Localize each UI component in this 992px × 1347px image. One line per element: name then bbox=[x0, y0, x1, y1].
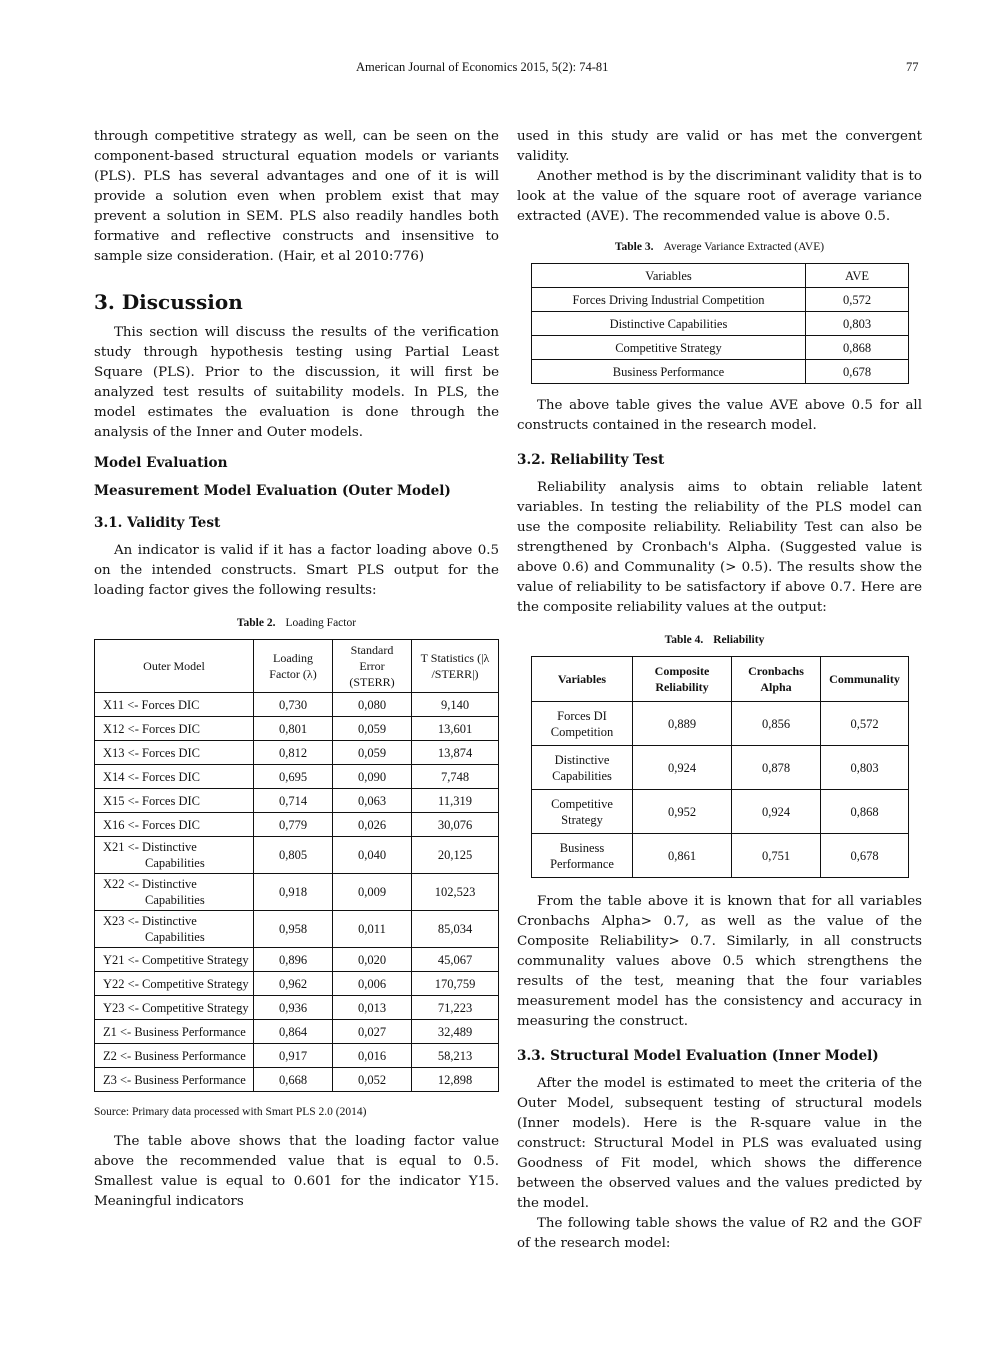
right-column bbox=[517, 127, 922, 1254]
cell-ave: 0,803 bbox=[806, 312, 909, 336]
cell-sterr: 0,090 bbox=[333, 765, 412, 789]
cell-indicator bbox=[95, 911, 254, 948]
cell-ave: 0,678 bbox=[806, 360, 909, 384]
table-row bbox=[95, 813, 499, 837]
cell-cronbachs-alpha: 0,878 bbox=[732, 746, 821, 790]
cell-sterr: 0,080 bbox=[333, 693, 412, 717]
cell-loading: 0,917 bbox=[254, 1044, 333, 1068]
paragraph-validity: An indicator is valid if it has a factor loading above 0.5 on the intended constructs. Smart PLS output for the loading factor gives the following results: bbox=[94, 543, 499, 598]
table-row bbox=[95, 874, 499, 911]
cell-indicator: X11 <- Forces DIC bbox=[95, 693, 254, 717]
cell-sterr: 0,063 bbox=[333, 789, 412, 813]
table-row bbox=[532, 360, 909, 384]
cell-t: 170,759 bbox=[412, 972, 499, 996]
cell-t: 102,523 bbox=[412, 874, 499, 911]
table-row bbox=[95, 1044, 499, 1068]
paragraph-intro: through competitive strategy as well, can be seen on the component-based structural equation models or variants (PLS). PLS has several advantages and one of it is will provide a solution even when problem exist that may prevent a solution in SEM. PLS also readily handles both formative and reflective constructs and insensitive to sample size consideration. (Hair, et al 2010:776) bbox=[94, 129, 499, 264]
cell-t: 9,140 bbox=[412, 693, 499, 717]
table4-caption bbox=[517, 632, 922, 648]
table-ave bbox=[531, 263, 909, 384]
col-standard-error: Standard Error (STERR) bbox=[333, 640, 412, 693]
col-composite-reliability: Composite Reliability bbox=[633, 657, 732, 702]
cell-variable: Competitive Strategy bbox=[532, 790, 633, 834]
cell-ave: 0,868 bbox=[806, 336, 909, 360]
table-row bbox=[532, 288, 909, 312]
cell-t: 7,748 bbox=[412, 765, 499, 789]
cell-loading: 0,962 bbox=[254, 972, 333, 996]
paragraph-after-table4: From the table above it is known that for all variables Cronbachs Alpha> 0.7, as well as the value of the Composite Reliability> 0.7. Similarly, in all constructs communality values above 0.5 which strengthens the results of the test, meaning that the four variables measurement model has the consistency and accuracy in measuring the construct. bbox=[517, 894, 922, 1029]
table3-label: Table 3. bbox=[614, 241, 654, 253]
col-variables: Variables bbox=[532, 264, 806, 288]
cell-composite-reliability: 0,952 bbox=[633, 790, 732, 834]
cell-loading: 0,668 bbox=[254, 1068, 333, 1092]
cell-loading: 0,695 bbox=[254, 765, 333, 789]
cell-sterr: 0,059 bbox=[333, 717, 412, 741]
cell-t: 30,076 bbox=[412, 813, 499, 837]
cell-loading: 0,812 bbox=[254, 741, 333, 765]
table-row bbox=[532, 336, 909, 360]
cell-indicator: Z3 <- Business Performance bbox=[95, 1068, 254, 1092]
table-header-row bbox=[95, 640, 499, 693]
cell-t: 85,034 bbox=[412, 911, 499, 948]
cell-sterr: 0,040 bbox=[333, 837, 412, 874]
paragraph-structural: After the model is estimated to meet the criteria of the Outer Model, subsequent testing of structural models (Inner models). Here is the R-square value in the construct: Structural Model in PLS was evaluated using Goodness of Fit model, which shows the difference between the observed values and the values predicted by the model. bbox=[517, 1076, 922, 1211]
cell-sterr: 0,052 bbox=[333, 1068, 412, 1092]
cell-indicator: X15 <- Forces DIC bbox=[95, 789, 254, 813]
cell-variable: Distinctive Capabilities bbox=[532, 312, 806, 336]
col-outer-model: Outer Model bbox=[95, 640, 254, 693]
indicator-text-cont: Capabilities bbox=[145, 856, 205, 870]
cell-indicator: Y21 <- Competitive Strategy bbox=[95, 948, 254, 972]
cell-loading: 0,714 bbox=[254, 789, 333, 813]
table-row bbox=[95, 789, 499, 813]
cell-t: 71,223 bbox=[412, 996, 499, 1020]
indicator-text-cont: Capabilities bbox=[145, 930, 205, 944]
heading-model-evaluation: Model Evaluation bbox=[94, 455, 228, 471]
table-row bbox=[95, 996, 499, 1020]
cell-loading: 0,896 bbox=[254, 948, 333, 972]
cell-variable: Forces Driving Industrial Competition bbox=[532, 288, 806, 312]
cell-t: 58,213 bbox=[412, 1044, 499, 1068]
cell-loading: 0,730 bbox=[254, 693, 333, 717]
paragraph-reliability: Reliability analysis aims to obtain reliable latent variables. In testing the reliability of the PLS model can use the composite reliability. Reliability Test can also be strengthened by Cronbach's Alpha. (Suggested value is above 0.6) and Communality (> 0.5). The results show the value of reliability to be satisfactory if above 0.7. Here are the composite reliability values at the output: bbox=[517, 480, 922, 615]
table-row bbox=[95, 741, 499, 765]
cell-variable: Distinctive Capabilities bbox=[532, 746, 633, 790]
col-variables: Variables bbox=[532, 657, 633, 702]
table-header-row bbox=[532, 657, 909, 702]
paragraph-continued: used in this study are valid or has met the convergent validity. bbox=[517, 129, 922, 164]
cell-indicator: X12 <- Forces DIC bbox=[95, 717, 254, 741]
cell-indicator: Z1 <- Business Performance bbox=[95, 1020, 254, 1044]
table-row bbox=[532, 702, 909, 746]
cell-communality: 0,678 bbox=[821, 834, 909, 878]
cell-t: 11,319 bbox=[412, 789, 499, 813]
cell-indicator bbox=[95, 874, 254, 911]
cell-sterr: 0,006 bbox=[333, 972, 412, 996]
paragraph-following-table: The following table shows the value of R2 and the GOF of the research model: bbox=[517, 1216, 922, 1251]
cell-cronbachs-alpha: 0,751 bbox=[732, 834, 821, 878]
table4-label: Table 4. bbox=[664, 634, 704, 646]
table4-title: Reliability bbox=[713, 634, 765, 646]
table-row bbox=[532, 834, 909, 878]
cell-composite-reliability: 0,861 bbox=[633, 834, 732, 878]
cell-loading: 0,936 bbox=[254, 996, 333, 1020]
paragraph-after-table3: The above table gives the value AVE above 0.5 for all constructs contained in the research model. bbox=[517, 398, 922, 433]
heading-structural-model: 3.3. Structural Model Evaluation (Inner Model) bbox=[517, 1048, 879, 1064]
cell-loading: 0,779 bbox=[254, 813, 333, 837]
indicator-text-cont: Capabilities bbox=[145, 893, 205, 907]
table-header-row bbox=[532, 264, 909, 288]
table-loading-factor bbox=[94, 639, 499, 1092]
cell-t: 32,489 bbox=[412, 1020, 499, 1044]
cell-sterr: 0,026 bbox=[333, 813, 412, 837]
cell-loading: 0,805 bbox=[254, 837, 333, 874]
running-head: American Journal of Economics 2015, 5(2): 74-81 bbox=[356, 60, 609, 74]
cell-loading: 0,958 bbox=[254, 911, 333, 948]
col-loading-factor: Loading Factor (λ) bbox=[254, 640, 333, 693]
cell-indicator: X13 <- Forces DIC bbox=[95, 741, 254, 765]
cell-indicator bbox=[95, 837, 254, 874]
section-title-discussion: 3. Discussion bbox=[94, 290, 243, 314]
cell-sterr: 0,009 bbox=[333, 874, 412, 911]
cell-indicator: Z2 <- Business Performance bbox=[95, 1044, 254, 1068]
cell-sterr: 0,013 bbox=[333, 996, 412, 1020]
col-cronbachs-alpha: Cronbachs Alpha bbox=[732, 657, 821, 702]
cell-composite-reliability: 0,924 bbox=[633, 746, 732, 790]
paragraph-discriminant: Another method is by the discriminant validity that is to look at the value of the square root of average variance extracted (AVE). The recommended value is above 0.5. bbox=[517, 169, 922, 224]
cell-cronbachs-alpha: 0,924 bbox=[732, 790, 821, 834]
cell-cronbachs-alpha: 0,856 bbox=[732, 702, 821, 746]
cell-sterr: 0,011 bbox=[333, 911, 412, 948]
indicator-text: X23 <- Distinctive bbox=[103, 914, 197, 928]
cell-ave: 0,572 bbox=[806, 288, 909, 312]
table-row bbox=[95, 911, 499, 948]
col-t-statistics: T Statistics (|λ /STERR|) bbox=[412, 640, 499, 693]
cell-sterr: 0,059 bbox=[333, 741, 412, 765]
cell-sterr: 0,020 bbox=[333, 948, 412, 972]
page-number: 77 bbox=[906, 60, 919, 74]
cell-sterr: 0,027 bbox=[333, 1020, 412, 1044]
cell-composite-reliability: 0,889 bbox=[633, 702, 732, 746]
table-reliability bbox=[531, 656, 909, 878]
table2-source-note: Source: Primary data processed with Smart PLS 2.0 (2014) bbox=[94, 1106, 367, 1118]
cell-variable: Business Performance bbox=[532, 360, 806, 384]
col-ave: AVE bbox=[806, 264, 909, 288]
table-row bbox=[95, 693, 499, 717]
table2-label: Table 2. bbox=[236, 617, 276, 629]
cell-variable: Business Performance bbox=[532, 834, 633, 878]
cell-indicator: Y22 <- Competitive Strategy bbox=[95, 972, 254, 996]
table-row bbox=[532, 790, 909, 834]
cell-communality: 0,572 bbox=[821, 702, 909, 746]
table-row bbox=[95, 837, 499, 874]
indicator-text: X21 <- Distinctive bbox=[103, 840, 197, 854]
table3-caption bbox=[517, 239, 922, 255]
table-row bbox=[95, 765, 499, 789]
cell-variable: Competitive Strategy bbox=[532, 336, 806, 360]
cell-indicator: Y23 <- Competitive Strategy bbox=[95, 996, 254, 1020]
table-row bbox=[532, 746, 909, 790]
cell-loading: 0,918 bbox=[254, 874, 333, 911]
cell-t: 45,067 bbox=[412, 948, 499, 972]
cell-t: 12,898 bbox=[412, 1068, 499, 1092]
cell-variable: Forces DI Competition bbox=[532, 702, 633, 746]
cell-t: 13,601 bbox=[412, 717, 499, 741]
cell-communality: 0,868 bbox=[821, 790, 909, 834]
cell-loading: 0,864 bbox=[254, 1020, 333, 1044]
cell-indicator: X14 <- Forces DIC bbox=[95, 765, 254, 789]
col-communality: Communality bbox=[821, 657, 909, 702]
cell-indicator: X16 <- Forces DIC bbox=[95, 813, 254, 837]
paragraph-discussion: This section will discuss the results of the verification study through hypothesis testing using Partial Least Square (PLS). Prior to the discussion, it will first be analyzed test results of suitability models. In PLS, the model estimates the evaluation is done through the analysis of the Inner and Outer models. bbox=[94, 325, 499, 440]
indicator-text: X22 <- Distinctive bbox=[103, 877, 197, 891]
cell-communality: 0,803 bbox=[821, 746, 909, 790]
cell-t: 13,874 bbox=[412, 741, 499, 765]
table3-title: Average Variance Extracted (AVE) bbox=[663, 241, 825, 253]
table-row bbox=[95, 1068, 499, 1092]
table-row bbox=[95, 717, 499, 741]
table-row bbox=[95, 972, 499, 996]
table-row bbox=[532, 312, 909, 336]
left-column bbox=[94, 127, 499, 1212]
heading-validity-test: 3.1. Validity Test bbox=[94, 515, 221, 531]
cell-sterr: 0,016 bbox=[333, 1044, 412, 1068]
heading-measurement-model: Measurement Model Evaluation (Outer Model) bbox=[94, 483, 451, 499]
table2-title: Loading Factor bbox=[285, 617, 357, 629]
table2-caption bbox=[94, 615, 499, 631]
cell-loading: 0,801 bbox=[254, 717, 333, 741]
table-row bbox=[95, 1020, 499, 1044]
table-row bbox=[95, 948, 499, 972]
paragraph-after-table2: The table above shows that the loading factor value above the recommended value that is equal to 0.5. Smallest value is equal to 0.601 for the indicator Y15. Meaningful indicators bbox=[94, 1134, 499, 1209]
cell-t: 20,125 bbox=[412, 837, 499, 874]
heading-reliability-test: 3.2. Reliability Test bbox=[517, 452, 665, 468]
